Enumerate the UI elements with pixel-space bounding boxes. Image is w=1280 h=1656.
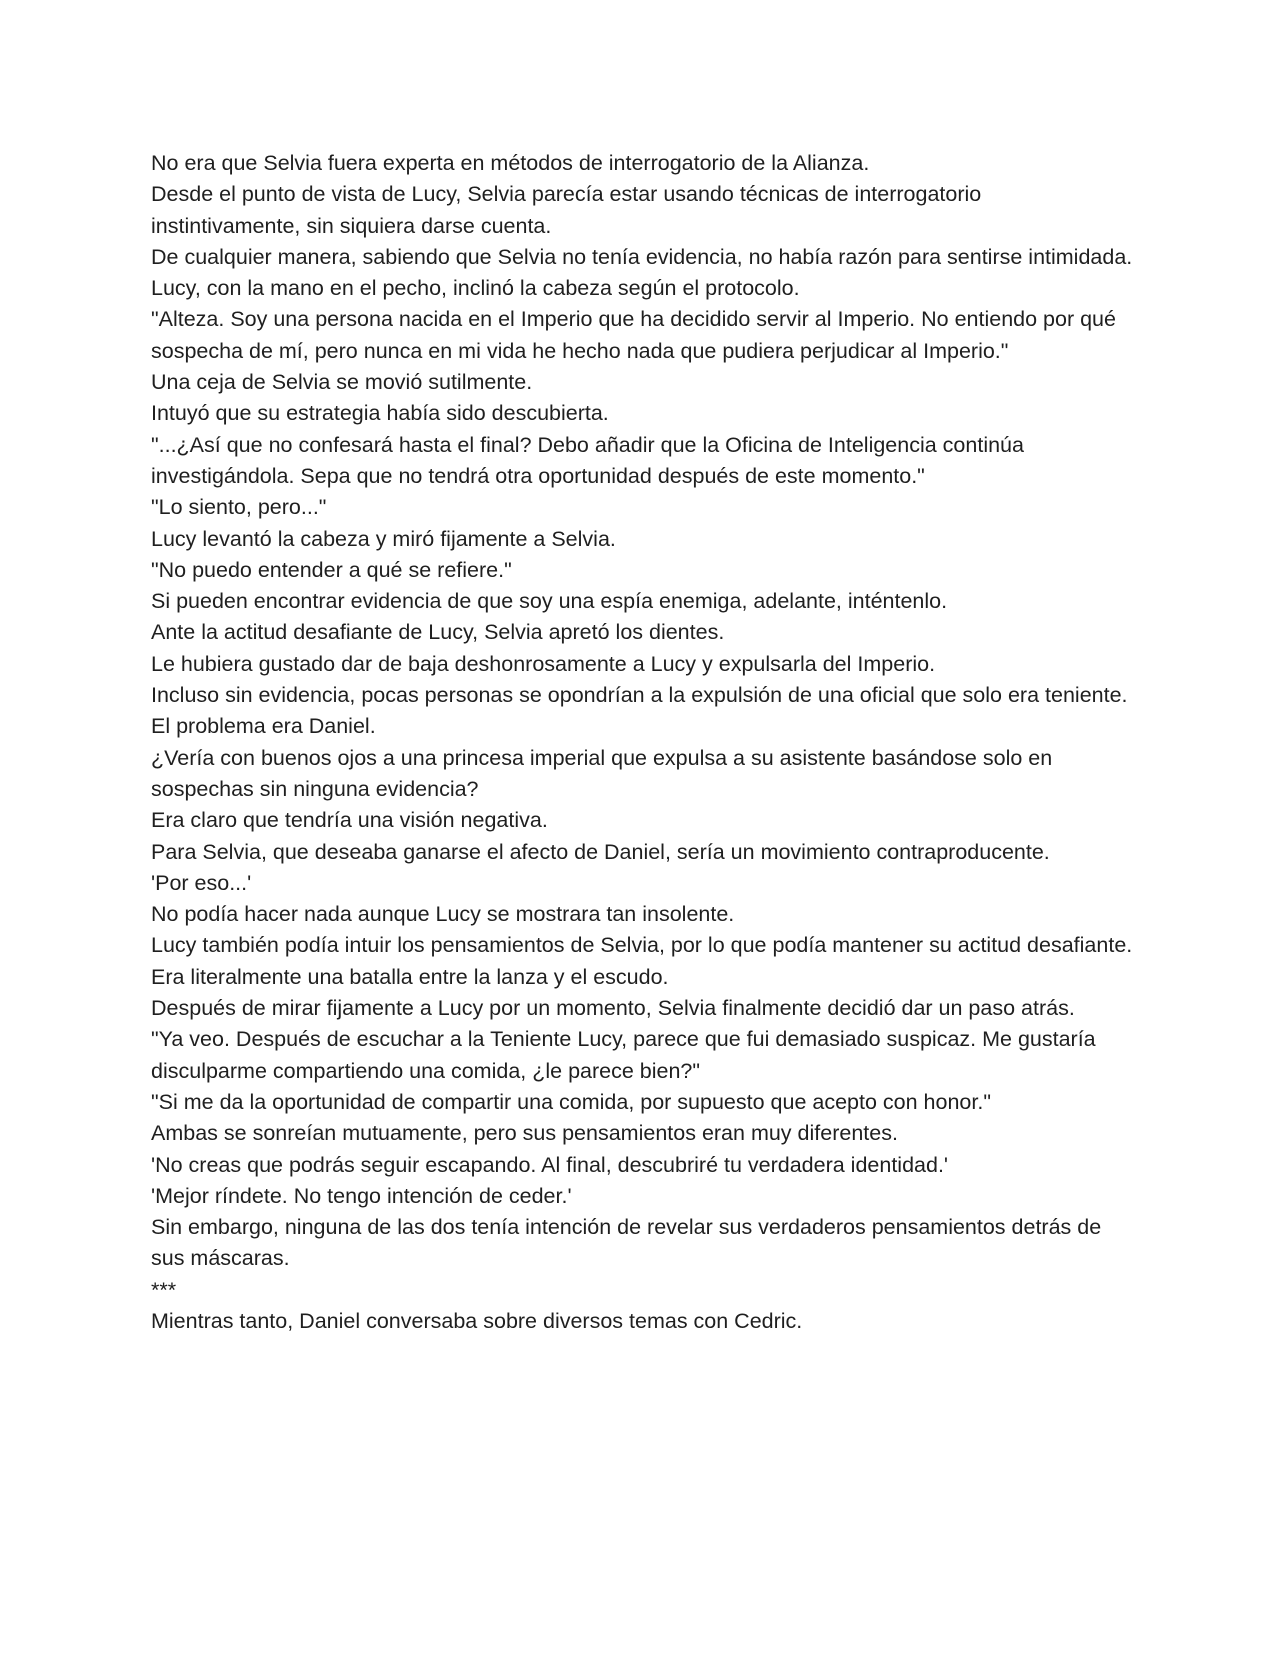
paragraph: 'Por eso...' xyxy=(151,870,252,895)
paragraph: Ambas se sonreían mutuamente, pero sus pensamientos eran muy diferentes. xyxy=(151,1121,898,1146)
paragraph: Lucy levantó la cabeza y miró fijamente a Selvia. xyxy=(151,526,616,551)
paragraph: "Ya veo. Después de escuchar a la Teniente Lucy, parece que fui demasiado suspicaz. Me gustaría disculparme compartiendo una comida, ¿le parece bien?" xyxy=(151,1027,1096,1083)
paragraph: "...¿Así que no confesará hasta el final? Debo añadir que la Oficina de Inteligencia continúa investigándola. Sepa que no tendrá otra oportunidad después de este momento." xyxy=(151,432,1024,488)
paragraph: Sin embargo, ninguna de las dos tenía intención de revelar sus verdaderos pensamientos detrás de sus máscaras. xyxy=(151,1215,1102,1271)
paragraph: Ante la actitud desafiante de Lucy, Selvia apretó los dientes. xyxy=(151,620,725,645)
paragraph: Lucy también podía intuir los pensamientos de Selvia, por lo que podía mantener su actitud desafiante. xyxy=(151,933,1133,958)
paragraph: "Si me da la oportunidad de compartir una comida, por supuesto que acepto con honor." xyxy=(151,1089,991,1114)
scene-break: *** xyxy=(151,1277,177,1302)
paragraph: 'No creas que podrás seguir escapando. Al final, descubriré tu verdadera identidad.' xyxy=(151,1152,949,1177)
paragraph: No era que Selvia fuera experta en métodos de interrogatorio de la Alianza. xyxy=(151,151,870,175)
paragraph: ¿Vería con buenos ojos a una princesa imperial que expulsa a su asistente basándose solo en sospechas sin ninguna evidencia? xyxy=(151,745,1053,801)
paragraph: Le hubiera gustado dar de baja deshonrosamente a Lucy y expulsarla del Imperio. xyxy=(151,651,936,676)
paragraph: De cualquier manera, sabiendo que Selvia no tenía evidencia, no había razón para sentirse intimidada. xyxy=(151,244,1133,269)
paragraph: 'Mejor ríndete. No tengo intención de ceder.' xyxy=(151,1183,572,1208)
paragraph: Lucy, con la mano en el pecho, inclinó la cabeza según el protocolo. xyxy=(151,276,800,301)
document-body xyxy=(151,148,1136,1337)
paragraph: Era claro que tendría una visión negativa. xyxy=(151,808,548,833)
paragraph: Intuyó que su estrategia había sido descubierta. xyxy=(151,401,609,426)
paragraph: Desde el punto de vista de Lucy, Selvia parecía estar usando técnicas de interrogatorio instintivamente, sin siquiera darse cuenta. xyxy=(151,182,982,238)
paragraph: "Alteza. Soy una persona nacida en el Imperio que ha decidido servir al Imperio. No entiendo por qué sospecha de mí, pero nunca en mi vida he hecho nada que pudiera perjudicar al Imperio." xyxy=(151,307,1116,363)
paragraph: "No puedo entender a qué se refiere." xyxy=(151,557,512,582)
paragraph: Incluso sin evidencia, pocas personas se opondrían a la expulsión de una oficial que solo era teniente. xyxy=(151,683,1128,708)
paragraph: Una ceja de Selvia se movió sutilmente. xyxy=(151,370,533,395)
paragraph: El problema era Daniel. xyxy=(151,714,376,739)
paragraph: No podía hacer nada aunque Lucy se mostrara tan insolente. xyxy=(151,902,735,927)
paragraph: "Lo siento, pero..." xyxy=(151,495,327,520)
paragraph: Si pueden encontrar evidencia de que soy una espía enemiga, adelante, inténtenlo. xyxy=(151,589,948,614)
paragraph: Era literalmente una batalla entre la lanza y el escudo. xyxy=(151,964,669,989)
paragraph: Mientras tanto, Daniel conversaba sobre diversos temas con Cedric. xyxy=(151,1308,803,1333)
paragraph: Después de mirar fijamente a Lucy por un momento, Selvia finalmente decidió dar un paso atrás. xyxy=(151,996,1075,1021)
paragraph: Para Selvia, que deseaba ganarse el afecto de Daniel, sería un movimiento contraproducente. xyxy=(151,839,1050,864)
